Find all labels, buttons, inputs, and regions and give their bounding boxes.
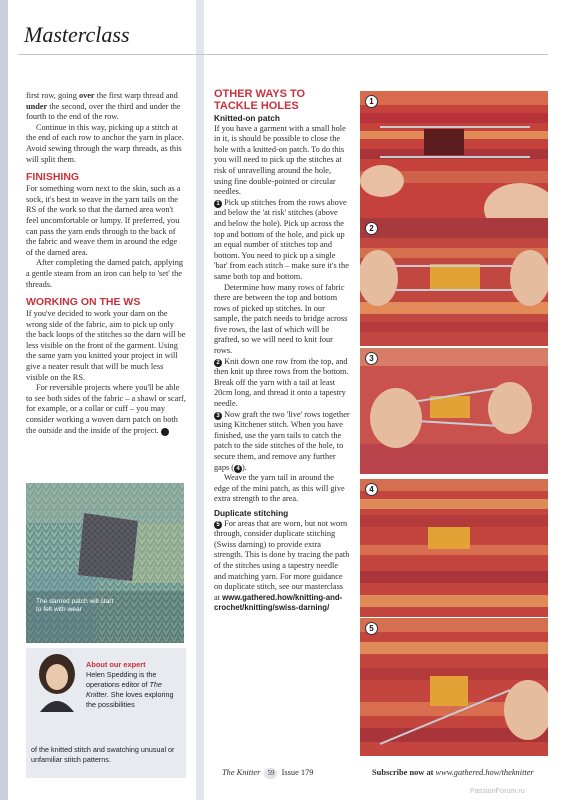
duplicate-stitching-heading: Duplicate stitching <box>214 507 289 518</box>
step-number-badge: 2 <box>214 359 222 367</box>
finishing-heading: FINISHING <box>26 171 80 184</box>
step-number-badge: 1 <box>365 95 378 108</box>
finishing-paragraph-1: For something worn next to the skin, such as a sock, it's best to weave in the yarn tails on the RS of the work so that the darned area won't feel uncomfortable or lumpy. If preferred, you can pass the yarn ends through to the back of the fabric and weave them in around the edge of the darned area. <box>26 184 181 257</box>
footer-magazine: The Knitter 59 Issue 179 <box>222 768 314 777</box>
knitted-patch-heading: Knitted-on patch <box>214 113 280 123</box>
duplicate-stitching-paragraph: 5 For areas that are worn, but not worn through, consider duplicate stitching (Swiss darning) to provide extra strength. This is done by tracing the path of the stitches using a tapestry needle and matching yarn. For more guidance on duplicate stitch, see our masterclass at www.gathered.how/knitting-and-crochet/knitting/swiss-darning/ <box>214 518 350 613</box>
step-photo-5 <box>360 618 548 756</box>
step-number-badge: 1 <box>214 200 222 208</box>
darned-patch-photo <box>26 483 184 643</box>
left-edge-band <box>0 0 8 800</box>
ws-heading: WORKING ON THE WS <box>26 296 141 309</box>
footer-subscribe: Subscribe now at www.gathered.how/theknitter <box>372 768 534 777</box>
watermark: PassionForum.ru <box>470 786 525 795</box>
step-number-badge: 6 <box>161 428 169 436</box>
step-2-paragraph: 2 Knit down one row from the top, and then knit up three rows from the bottom. Break off the yarn with a tail at least 20cm long, and thread it onto a tapestry needle. <box>214 356 349 409</box>
middle-column <box>214 89 351 614</box>
subscribe-link[interactable]: www.gathered.how/theknitter <box>435 768 534 777</box>
step-number-badge: 2 <box>365 222 378 235</box>
page-title: Masterclass <box>24 22 130 47</box>
step-3-paragraph: 3 Now graft the two 'live' rows together using Kitchener stitch. When you have finished, use the yarn tails to catch the patch to the side stitches of the hole, to secure them, and remove any further gaps ( 4 ). <box>214 409 350 472</box>
step-photo-3 <box>360 348 548 474</box>
expert-box <box>26 648 186 778</box>
left-column <box>26 91 186 436</box>
step-number-badge: 3 <box>214 412 222 420</box>
step-3-paragraph-2: Weave the yarn tail in around the edge of the mini patch, as this will give extra strength to the area. <box>214 473 345 504</box>
expert-avatar <box>30 652 84 712</box>
step-photo-2 <box>360 218 548 346</box>
header-rule <box>18 54 548 55</box>
finishing-paragraph-2: After completing the darned patch, applying a gentle steam from an iron can help to 'set' the threads. <box>26 258 183 289</box>
step-number-badge: 4 <box>365 483 378 496</box>
masterclass-link[interactable]: www.gathered.how/knitting-and-crochet/knitting/swiss-darning/ <box>214 592 343 613</box>
step-1-paragraph: 1 Pick up stitches from the rows above and below the 'at risk' stitches (above and below the hole). Pick up across the top and bottom of the hole, and pick up an equal number of stitches top and bottom. You need to pick up a single 'bar' from each stitch – make sure it's the same both top and bottom. <box>214 197 349 281</box>
step-number-badge: 3 <box>365 352 378 365</box>
column-divider-band <box>196 0 204 800</box>
ws-paragraph-2: For reversible projects where you'll be able to see both sides of the fabric – a shawl or scarf, for example, or a collar or cuff – you may consider working a woven darn patch on both the outside and the inside of the project. 6 <box>26 383 186 435</box>
ws-paragraph-1: If you've decided to work your darn on the wrong side of the fabric, aim to pick up only the back loops of the stitches so the darn will be less visible on the front of the garment. Using the same yarn you knitted your project in will give a neater result that will be much less visible on the RS. <box>26 309 186 382</box>
intro-paragraph-1: first row, going over the first warp thread and under the second, over the third and under the fourth to the end of the row. <box>26 91 181 122</box>
step-number-badge: 5 <box>365 622 378 635</box>
page-number: 59 <box>264 768 277 779</box>
step-1-paragraph-2: Determine how many rows of fabric there are between the top and bottom rows of picked up stitches. In our sample, the patch needs to bridge across five rows, the last of which will be grafted, so we will need to knit four rows. <box>214 282 348 356</box>
step-photo-1 <box>360 91 548 229</box>
other-ways-heading: OTHER WAYS TO TACKLE HOLES <box>214 88 306 112</box>
knitted-paragraph: If you have a garment with a small hole in it, is should be possible to close the hole with a knitted-on patch. To do this you will need to pick up the stitches at risk of unravelling around the hole, using fine double-pointed or circular needles. <box>214 123 346 197</box>
photo-caption: The darned patch will start to felt with wear <box>36 598 114 613</box>
expert-bio: Helen Spedding is the operations editor of The Knitter. She loves exploring the possibilities <box>86 670 174 709</box>
step-photo-4 <box>360 479 548 617</box>
expert-title: About our expert <box>86 660 146 669</box>
step-number-badge: 4 <box>234 465 242 473</box>
intro-paragraph-2: Continue in this way, picking up a stitch at the end of each row to anchor the yarn in place. Avoid sewing through the warp threads, as this will split them. <box>26 122 184 164</box>
step-number-badge: 5 <box>214 521 222 529</box>
expert-bio-continued: of the knitted stitch and swatching unusual or unfamiliar stitch patterns. <box>31 745 175 764</box>
